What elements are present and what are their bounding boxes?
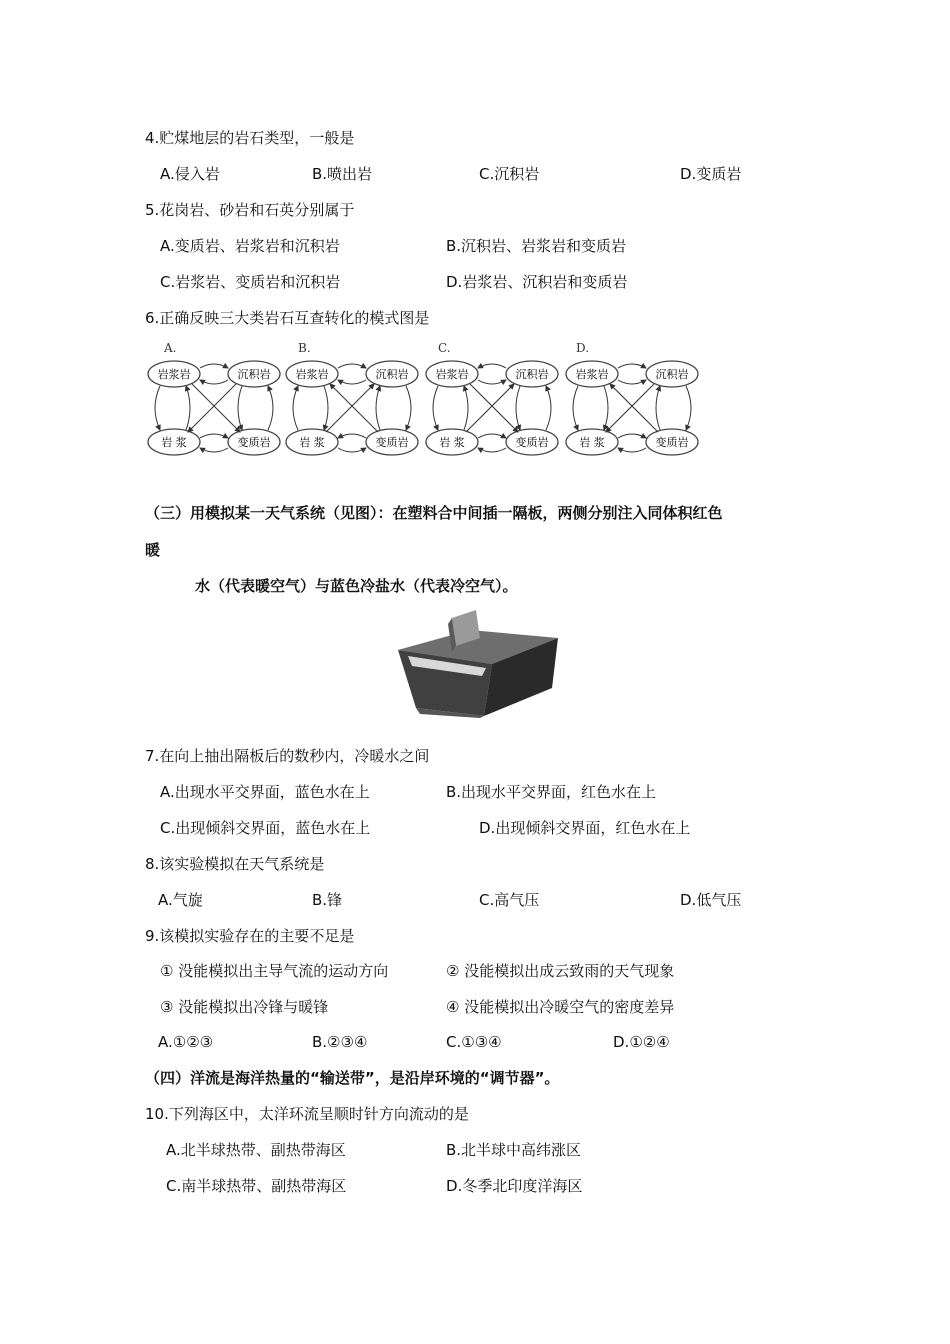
diagram-c-metamorphic-rock: 变质岩	[515, 436, 549, 449]
section-3-intro-line-2: 水（代表暖空气）与蓝色冷盐水（代表冷空气）。	[195, 577, 518, 595]
question-9-option-a: A.①②③	[158, 1033, 214, 1051]
question-7-stem: 7.在向上抽出隔板后的数秒内，冷暖水之间	[145, 747, 430, 765]
diagram-b-magmatic-rock: 岩浆岩	[295, 368, 329, 381]
section-4-heading: （四）洋流是海洋热量的“输送带”，是沿岸环境的“调节器”。	[145, 1069, 560, 1087]
question-9-option-b: B.②③④	[312, 1033, 368, 1051]
question-5-stem: 5.花岗岩、砂岩和石英分别属于	[145, 201, 355, 219]
diagram-b-letter: B.	[298, 341, 311, 355]
diagram-a-sedimentary-rock: 沉积岩	[237, 368, 271, 381]
diagram-c	[426, 341, 558, 455]
rock-cycle-diagrams	[142, 338, 702, 466]
question-9-item-1: ① 没能模拟出主导气流的运动方向	[160, 962, 389, 980]
question-8-option-b: B.锋	[312, 891, 343, 909]
question-10-option-c: C.南半球热带、副热带海区	[166, 1177, 347, 1195]
diagram-b-sedimentary-rock: 沉积岩	[375, 368, 409, 381]
question-8-option-d: D.低气压	[680, 891, 742, 909]
question-4-option-d: D.变质岩	[680, 165, 742, 183]
diagram-c-magmatic-rock: 岩浆岩	[435, 368, 469, 381]
diagram-d-magmatic-rock: 岩浆岩	[575, 368, 609, 381]
question-8-option-a: A.气旋	[158, 891, 203, 909]
question-4-stem: 4.贮煤地层的岩石类型，一般是	[145, 129, 355, 147]
experiment-box-photo	[394, 604, 560, 718]
question-7-option-a: A.出现水平交界面，蓝色水在上	[160, 783, 370, 801]
question-9-item-3: ③ 没能模拟出冷锋与暖锋	[160, 998, 329, 1016]
question-7-option-d: D.出现倾斜交界面，红色水在上	[479, 819, 691, 837]
question-4-option-c: C.沉积岩	[479, 165, 540, 183]
question-9-option-d: D.①②④	[613, 1033, 670, 1051]
diagram-c-sedimentary-rock: 沉积岩	[515, 368, 549, 381]
diagram-b	[286, 341, 418, 455]
question-9-item-2: ② 没能模拟出成云致雨的天气现象	[446, 962, 675, 980]
question-8-option-c: C.高气压	[479, 891, 540, 909]
section-3-intro-line-1: （三）用模拟某一天气系统（见图）：在塑料合中间插一隔板，两侧分别注入同体积红色	[145, 504, 723, 522]
diagram-d	[566, 341, 698, 455]
question-5-option-a: A.变质岩、岩浆岩和沉积岩	[160, 237, 340, 255]
question-10-option-d: D.冬季北印度洋海区	[446, 1177, 583, 1195]
question-5-option-b: B.沉积岩、岩浆岩和变质岩	[446, 237, 627, 255]
question-10-option-a: A.北半球热带、副热带海区	[166, 1141, 346, 1159]
question-10-option-b: B.北半球中高纬涨区	[446, 1141, 582, 1159]
diagram-a-metamorphic-rock: 变质岩	[237, 436, 271, 449]
diagram-d-letter: D.	[576, 341, 590, 355]
question-5-option-c: C.岩浆岩、变质岩和沉积岩	[160, 273, 341, 291]
diagram-d-sedimentary-rock: 沉积岩	[655, 368, 689, 381]
question-4-option-b: B.喷出岩	[312, 165, 373, 183]
question-4-option-a: A.侵入岩	[160, 165, 220, 183]
diagram-a-letter: A.	[164, 341, 177, 355]
diagram-c-magma: 岩 浆	[439, 436, 465, 449]
section-3-intro-line-1-wrap: 暖	[145, 541, 161, 559]
diagram-c-letter: C.	[438, 341, 451, 355]
question-9-stem: 9.该模拟实验存在的主要不足是	[145, 927, 355, 945]
question-9-item-4: ④ 没能模拟出冷暖空气的密度差异	[446, 998, 675, 1016]
diagram-d-magma: 岩 浆	[579, 436, 605, 449]
question-10-stem: 10.下列海区中，太洋环流呈顺时针方向流动的是	[145, 1105, 469, 1123]
question-5-option-d: D.岩浆岩、沉积岩和变质岩	[446, 273, 628, 291]
question-7-option-b: B.出现水平交界面，红色水在上	[446, 783, 657, 801]
diagram-d-metamorphic-rock: 变质岩	[655, 436, 689, 449]
diagram-a	[148, 341, 280, 455]
diagram-a-magma: 岩 浆	[161, 436, 187, 449]
diagram-b-magma: 岩 浆	[299, 436, 325, 449]
diagram-b-metamorphic-rock: 变质岩	[375, 436, 409, 449]
diagram-a-magmatic-rock: 岩浆岩	[157, 368, 191, 381]
question-6-stem: 6.正确反映三大类岩石互查转化的模式图是	[145, 309, 430, 327]
question-9-option-c: C.①③④	[446, 1033, 502, 1051]
question-8-stem: 8.该实验模拟在天气系统是	[145, 855, 325, 873]
question-7-option-c: C.出现倾斜交界面，蓝色水在上	[160, 819, 371, 837]
